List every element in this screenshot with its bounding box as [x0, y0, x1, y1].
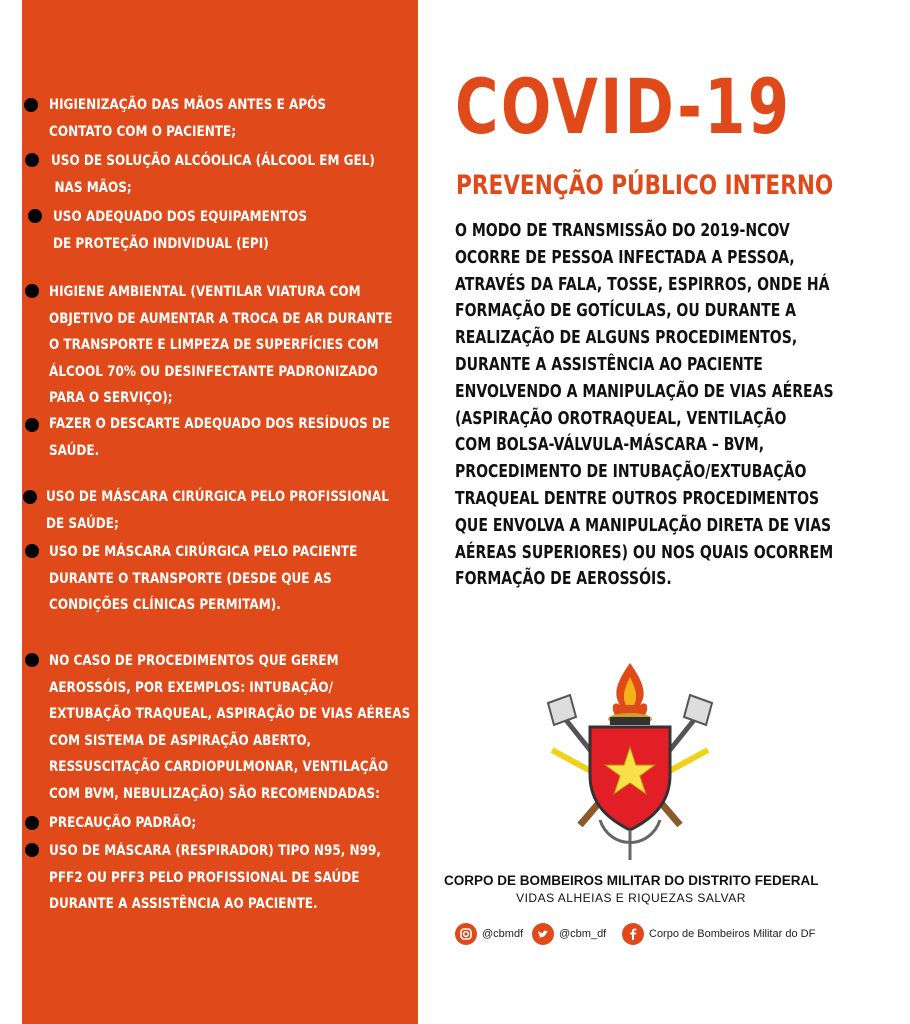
list-item-line: COM BVM, NEBULIZAÇÃO) SÃO RECOMENDADAS:	[49, 785, 380, 802]
bullet-icon	[25, 153, 39, 167]
bullet-icon	[25, 843, 39, 857]
paragraph-line: ATRAVÉS DA FALA, TOSSE, ESPIRROS, ONDE HÁ	[455, 273, 830, 295]
bullet-icon	[25, 418, 39, 432]
facebook-page: Corpo de Bombeiros Militar do DF	[649, 928, 816, 940]
instagram-handle: @cbmdf	[482, 928, 524, 940]
list-item-line: CONDIÇÕES CLÍNICAS PERMITAM).	[49, 597, 281, 613]
list-item-line: O TRANSPORTE E LIMPEZA DE SUPERFÍCIES COM	[49, 337, 379, 353]
list-item-line: HIGIENIZAÇÃO DAS MÃOS ANTES E APÓS	[49, 97, 327, 113]
bullet-icon	[25, 653, 39, 667]
list-item-line: COM SISTEMA DE ASPIRAÇÃO ABERTO,	[49, 732, 312, 749]
list-item	[49, 279, 392, 412]
page-subtitle: PREVENÇÃO PÚBLICO INTERNO	[456, 170, 834, 201]
list-item-line: DE SAÚDE;	[46, 515, 119, 532]
paragraph-line: TRAQUEAL DENTRE OUTROS PROCEDIMENTOS	[455, 487, 820, 509]
list-item-line: DURANTE O TRANSPORTE (DESDE QUE AS	[49, 570, 332, 587]
list-item-line: HIGIENE AMBIENTAL (VENTILAR VIATURA COM	[49, 284, 361, 300]
paragraph-line: ENVOLVENDO A MANIPULAÇÃO DE VIAS AÉREAS	[455, 380, 834, 402]
list-item-line: PRECAUÇÃO PADRÃO;	[49, 815, 197, 831]
facebook-link[interactable]	[622, 922, 815, 946]
list-item-line: USO DE MÁSCARA CIRÚRGICA PELO PROFISSIONAL	[46, 489, 389, 505]
bullet-icon	[25, 816, 39, 830]
paragraph-line: AÉREAS SUPERIORES) OU NOS QUAIS OCORREM	[455, 541, 834, 563]
list-item	[49, 648, 410, 807]
bullet-icon	[25, 544, 39, 558]
list-item-line: CONTATO COM O PACIENTE;	[49, 123, 237, 140]
list-item	[46, 484, 389, 537]
bullet-icon	[25, 284, 39, 298]
list-item-line: OBJETIVO DE AUMENTAR A TROCA DE AR DURANTE	[49, 310, 393, 327]
organization-motto: VIDAS ALHEIAS E RIQUEZAS SALVAR	[516, 891, 746, 905]
list-item-line: AEROSSÓIS, POR EXEMPLOS: INTUBAÇÃO/	[49, 679, 334, 696]
paragraph-line: FORMAÇÃO DE GOTÍCULAS, OU DURANTE A	[455, 300, 797, 322]
list-item-line: USO DE MÁSCARA CIRÚRGICA PELO PACIENTE	[49, 544, 358, 560]
paragraph-line: DURANTE A ASSISTÊNCIA AO PACIENTE	[455, 353, 763, 375]
facebook-icon	[622, 923, 644, 945]
paragraph-line: FORMAÇÃO DE AEROSSÓIS.	[455, 568, 672, 590]
list-item-line: NO CASO DE PROCEDIMENTOS QUE GEREM	[49, 653, 339, 669]
list-item	[51, 148, 375, 201]
instagram-icon	[455, 923, 477, 945]
organization-name: CORPO DE BOMBEIROS MILITAR DO DISTRITO FEDERAL	[444, 873, 819, 888]
list-item	[53, 204, 307, 257]
paragraph-line: COM BOLSA-VÁLVULA-MÁSCARA – BVM,	[455, 434, 765, 456]
list-item-line: FAZER O DESCARTE ADEQUADO DOS RESÍDUOS DE	[49, 416, 391, 432]
page-title: COVID-19	[455, 62, 792, 151]
bullet-icon	[23, 490, 37, 504]
list-item	[49, 838, 381, 918]
twitter-handle: @cbm_df	[559, 928, 607, 940]
paragraph-line: (ASPIRAÇÃO OROTRAQUEAL, VENTILAÇÃO	[455, 407, 787, 429]
list-item-line: USO ADEQUADO DOS EQUIPAMENTOS	[53, 209, 308, 225]
twitter-link[interactable]	[532, 922, 606, 946]
instagram-link[interactable]	[455, 922, 523, 946]
list-item-line: SAÚDE.	[49, 442, 100, 459]
paragraph-line: OCORRE DE PESSOA INFECTADA A PESSOA,	[455, 246, 795, 268]
list-item-line: PFF2 OU PFF3 PELO PROFISSIONAL DE SAÚDE	[49, 869, 360, 886]
list-item	[49, 539, 357, 619]
list-item-line: DURANTE A ASSISTÊNCIA AO PACIENTE.	[49, 896, 318, 912]
paragraph-line: PROCEDIMENTO DE INTUBAÇÃO/EXTUBAÇÃO	[455, 461, 807, 483]
paragraph-line: QUE ENVOLVA A MANIPULAÇÃO DIRETA DE VIAS	[455, 514, 832, 536]
list-item-line: ÁLCOOL 70% OU DESINFECTANTE PADRONIZADO	[49, 363, 378, 380]
bullet-icon	[28, 209, 42, 223]
fire-brigade-emblem	[540, 655, 720, 860]
list-item-line: USO DE MÁSCARA (RESPIRADOR) TIPO N95, N99,	[49, 843, 381, 859]
twitter-icon	[532, 923, 554, 945]
list-item	[49, 810, 196, 837]
bullet-icon	[24, 98, 38, 112]
list-item-line: NAS MÃOS;	[54, 179, 132, 196]
list-item-line: USO DE SOLUÇÃO ALCÓOLICA (ÁLCOOL EM GEL)	[51, 153, 375, 169]
transmission-paragraph	[455, 218, 834, 593]
paragraph-line: REALIZAÇÃO DE ALGUNS PROCEDIMENTOS,	[455, 327, 798, 349]
list-item-line: RESSUSCITAÇÃO CARDIOPULMONAR, VENTILAÇÃO	[49, 759, 389, 775]
list-item-line: EXTUBAÇÃO TRAQUEAL, ASPIRAÇÃO DE VIAS AÉREAS	[49, 706, 411, 722]
list-item-line: DE PROTEÇÃO INDIVIDUAL (EPI)	[53, 235, 269, 252]
list-item	[49, 411, 390, 464]
list-item	[49, 92, 326, 145]
paragraph-line: O MODO DE TRANSMISSÃO DO 2019-NCOV	[455, 220, 790, 241]
list-item-line: PARA O SERVIÇO);	[49, 390, 173, 406]
